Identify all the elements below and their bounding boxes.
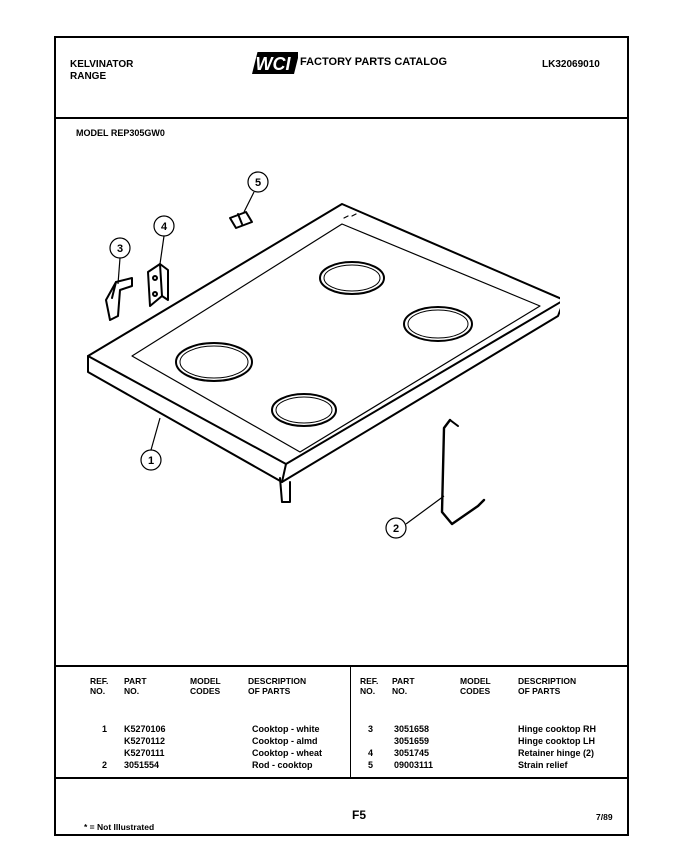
header-part-no: NO. <box>124 686 140 696</box>
header-of-parts-r: OF PARTS <box>518 686 561 696</box>
header-ref: REF. <box>90 676 109 686</box>
row-part-no: 3051658 <box>394 724 430 734</box>
header-part-r: PART <box>392 676 415 686</box>
header-rule <box>56 117 627 119</box>
header-of-parts: OF PARTS <box>248 686 291 696</box>
header-part: PART <box>124 676 147 686</box>
page-number: F5 <box>352 808 367 822</box>
row-description: Strain relief <box>518 760 568 770</box>
row-description: Cooktop - white <box>252 724 320 734</box>
header-model-codes-r: CODES <box>460 686 491 696</box>
row-part-no: K5270106 <box>124 724 166 734</box>
header-model-codes: CODES <box>190 686 221 696</box>
brand-name: KELVINATOR <box>70 59 134 70</box>
header-description-r: DESCRIPTION <box>518 676 577 686</box>
row-description: Retainer hinge (2) <box>518 748 595 758</box>
footnote-not-illustrated: * = Not Illustrated <box>84 822 155 832</box>
table-column-divider <box>350 666 351 777</box>
row-part-no: K5270111 <box>124 748 165 758</box>
logo-text: WCI <box>255 54 291 74</box>
header-ref-no: NO. <box>90 686 106 696</box>
row-description: Cooktop - almd <box>252 736 318 746</box>
hinge-cooktop-lh-part <box>148 264 162 306</box>
row-part-no: 3051745 <box>394 748 430 758</box>
row-ref: 5 <box>368 760 374 770</box>
header-part-no-r: NO. <box>392 686 408 696</box>
cooktop-top-face <box>88 204 560 464</box>
row-description: Hinge cooktop RH <box>518 724 596 734</box>
row-ref: 2 <box>102 760 108 770</box>
row-ref: 3 <box>368 724 374 734</box>
callout-2-label: 2 <box>392 523 400 535</box>
exploded-parts-diagram <box>60 160 560 560</box>
row-part-no: 09003111 <box>394 760 434 770</box>
table-bottom-rule <box>56 777 627 779</box>
header-model: MODEL <box>190 676 221 686</box>
callout-5-label: 5 <box>254 177 262 189</box>
revision-date: 7/89 <box>596 812 613 822</box>
model-number: MODEL REP305GW0 <box>76 128 165 138</box>
callout-4-label: 4 <box>160 221 168 233</box>
header-description: DESCRIPTION <box>248 676 307 686</box>
callout-3-label: 3 <box>116 243 124 255</box>
cooktop-rod-part <box>442 420 484 524</box>
header-ref-no-r: NO. <box>360 686 376 696</box>
row-part-no: 3051554 <box>124 760 160 770</box>
table-top-rule <box>56 665 627 667</box>
row-ref: 4 <box>368 748 374 758</box>
row-part-no: K5270112 <box>124 736 166 746</box>
catalog-code: LK32069010 <box>542 59 600 70</box>
row-ref: 1 <box>102 724 108 734</box>
row-description: Rod - cooktop <box>252 760 313 770</box>
callout-1-label: 1 <box>147 455 155 467</box>
row-description: Cooktop - wheat <box>252 748 322 758</box>
header-model-r: MODEL <box>460 676 491 686</box>
row-description: Hinge cooktop LH <box>518 736 595 746</box>
catalog-title: FACTORY PARTS CATALOG <box>300 56 448 68</box>
row-part-no: 3051659 <box>394 736 430 746</box>
wci-logo <box>250 50 298 76</box>
hinge-cooktop-rh-part <box>106 278 132 320</box>
product-type: RANGE <box>70 71 107 82</box>
header-ref-r: REF. <box>360 676 379 686</box>
